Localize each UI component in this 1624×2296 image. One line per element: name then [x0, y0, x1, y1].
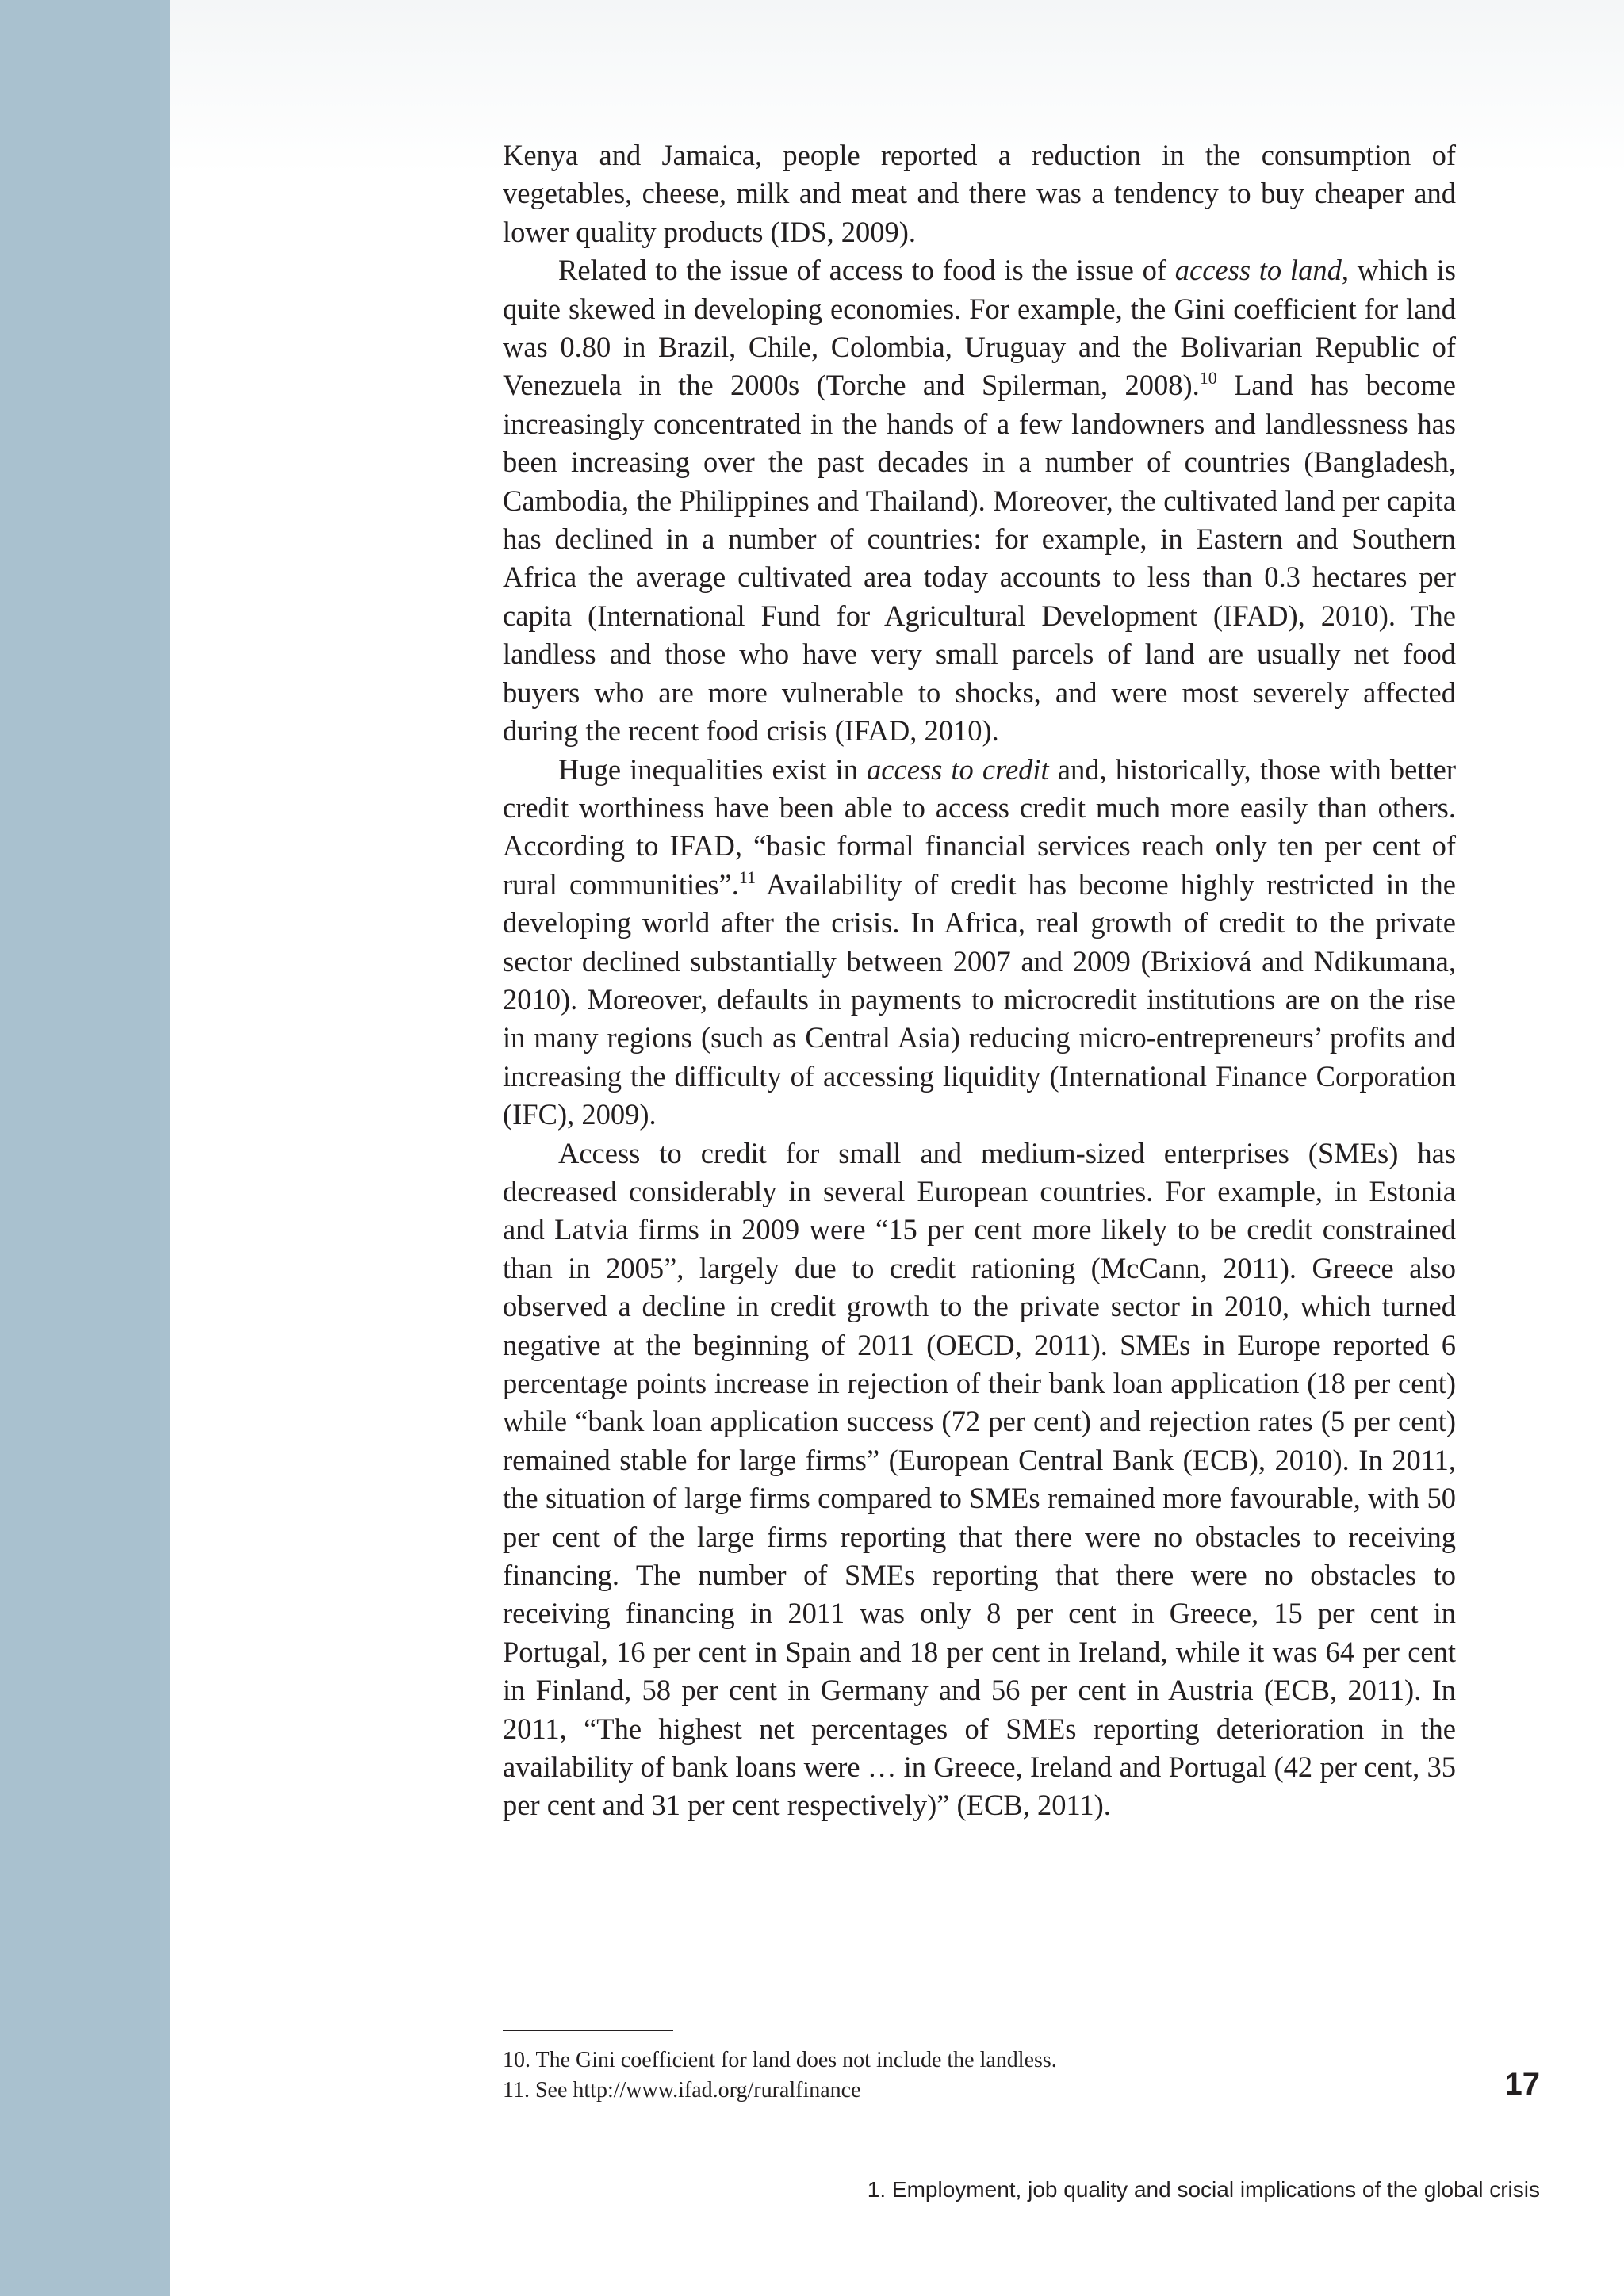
page-number: 17 [1504, 2067, 1540, 2102]
footnote-ref-11: 11 [738, 867, 756, 887]
paragraph-text: , which is quite skewed in developing economies. For example, the Gini coefficient for land was 0.80 in Brazil, Chile, Colombia, Uruguay and the Bolivarian Republic of Venezuela in the 2000s (Torche and Spilerman, 2008). [503, 254, 1457, 402]
paragraph-text: Kenya and Jamaica, people reported a reduction in the consumption of vegetables, cheese, milk and meat and there was a tendency to buy cheaper and lower quality products (IDS, 2009). [503, 139, 1456, 248]
paragraph-4 [503, 1135, 1456, 1825]
footnote-divider [503, 2030, 673, 2031]
side-color-band [0, 0, 170, 2296]
running-footer: 1. Employment, job quality and social implications of the global crisis [867, 2177, 1540, 2202]
paragraph-text: and, historically, those with better credit worthiness have been able to access credit much more easily than others. According to IFAD, “basic formal financial services reach only ten per cent of rural communities”. [503, 752, 1456, 901]
paragraph-text: Availability of credit has become highly restricted in the developing world after the crisis. In Africa, real growth of credit to the private sector declined substantially between 2007 and 2009 (Brixiová and Ndikumana, 2010). Moreover, defaults in payments to microcredit institutions are on the rise in many regions (such as Central Asia) reducing micro-entrepreneurs’ profits and increasing the difficulty of accessing liquidity (International Finance Corporation (IFC), 2009). [503, 867, 1456, 1131]
paragraph-1 [503, 136, 1456, 251]
emphasis-access-to-credit: access to credit [867, 752, 1049, 786]
footnote-11: 11. See http://www.ifad.org/ruralfinance [503, 2078, 861, 2103]
paragraph-text: Related to the issue of access to food is the issue of [558, 254, 1175, 287]
paragraph-text: Huge inequalities exist in [558, 752, 868, 786]
paragraph-2 [503, 251, 1456, 750]
emphasis-access-to-land: access to land [1174, 254, 1342, 287]
footnote-ref-10: 10 [1199, 368, 1217, 388]
paragraph-text: Access to credit for small and medium-sized enterprises (SMEs) has decreased considerably in several European countries. For example, in Estonia and Latvia firms in 2009 were “15 per cent more likely to be credit constrained than in 2005”, largely due to credit rationing (McCann, 2011). Greece also observed a decline in credit growth to the private sector in 2010, which turned negative at the beginning of 2011 (OECD, 2011). SMEs in Europe reported 6 percentage points increase in rejection of their bank loan application (18 per cent) while “bank loan application success (72 per cent) and rejection rates (5 per cent) remained stable for large firms” (European Central Bank (ECB), 2010). In 2011, the situation of large firms compared to SMEs remained more favourable, with 50 per cent of the large firms reporting that there were no obstacles to receiving financing. The number of SMEs reporting that there were no obstacles to receiving financing in 2011 was only 8 per cent in Greece, 15 per cent in Portugal, 16 per cent in Spain and 18 per cent in Ireland, while it was 64 per cent in Finland, 58 per cent in Germany and 56 per cent in Austria (ECB, 2011). In 2011, “The highest net percentages of SMEs reporting deterioration in the availability of bank loans were … in Greece, Ireland and Portugal (42 per cent, 35 per cent and 31 per cent respectively)” (ECB, 2011). [503, 1136, 1456, 1822]
body-text [503, 136, 1456, 1825]
paragraph-text: Land has become increasingly concentrated in the hands of a few landowners and landlessness has been increasing over the past decades in a number of countries (Bangladesh, Cambodia, the Philippines and Thailand). Moreover, the cultivated land per capita has declined in a number of countries: for example, in Eastern and Southern Africa the average cultivated area today accounts to less than 0.3 hectares per capita (International Fund for Agricultural Development (IFAD), 2010). The landless and those who have very small parcels of land are usually net food buyers who are more vulnerable to shocks, and were most severely affected during the recent food crisis (IFAD, 2010). [503, 369, 1456, 748]
paragraph-3 [503, 751, 1456, 1135]
footnotes [503, 2045, 1296, 2106]
footnote-10: 10. The Gini coefficient for land does not include the landless. [503, 2048, 1057, 2072]
